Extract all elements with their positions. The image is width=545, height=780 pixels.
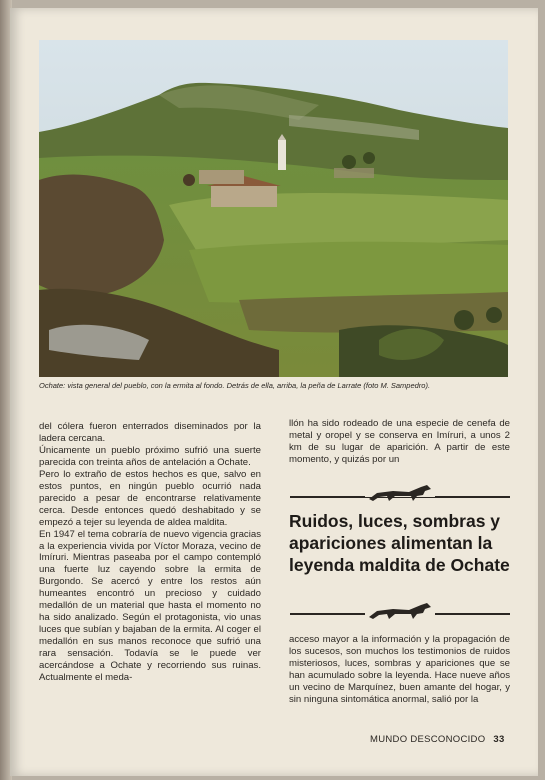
paragraph: acceso mayor a la información y la propagación de los sucesos, son muchos los testimonios de ruidos misteriosos, luces, sombras y apariciones que se han acumulado sobre la leyenda. Hace nueve años un vecino de Marquínez, buen amante del hogar, y sin ninguna sintomática anormal, salió por la [289, 634, 510, 705]
horse-ornament-icon [365, 601, 435, 623]
page-number: 33 [493, 734, 505, 745]
column-right-top [289, 418, 510, 466]
paragraph: Únicamente un pueblo próximo sufrió una suerte parecida con treinta años de antelación a Ochate. [39, 444, 261, 468]
paragraph: Pero lo extraño de estos hechos es que, salvo en estos puntos, en ningún pueblo ocurrió nada parecido a pesar de encontrarse relativamente cerca. Desde entonces quedó deshabitado y se empezó a tejer su leyenda de aldea maldita. [39, 468, 261, 528]
page-footer [370, 734, 505, 745]
magazine-name: MUNDO DESCONOCIDO [370, 734, 486, 745]
column-left [39, 421, 261, 684]
column-right-bottom [289, 634, 510, 706]
paragraph: llón ha sido rodeado de una especie de cenefa de metal y oropel y se conserva en Imíruri, a unos 2 km de su lugar de aparición. A partir de este momento, y quizás por un [289, 418, 510, 465]
paragraph: del cólera fueron enterrados diseminados por la ladera cercana. [39, 421, 261, 444]
photo-illustration [39, 40, 508, 377]
paragraph: En 1947 el tema cobraría de nuevo vigencia gracias a la experiencia vivida por Víctor Moraza, vecino de Imíruri. Mientras paseaba por el campo contempló una fuerte luz cayendo sobre la ermita de Burgondo. Se acercó y entre los restos aún humeantes encontró un precioso y cuidado medallón de un material que hasta el momento no ha sido analizado. Según el protagonista, vio unas luces que subían y bajaban de la ermita. Al coger el medallón en sus manos reconoce que sufrió una rara sensación. Todavía se le puede ver acercándose a Ochate y recorriendo sus ruinas. Actualmente el meda- [39, 528, 261, 684]
landscape-photo [39, 40, 508, 377]
photo-caption: Ochate: vista general del pueblo, con la ermita al fondo. Detrás de ella, arriba, la peña de Larrate (foto M. Sampedro). [39, 381, 431, 390]
horse-ornament-icon [365, 483, 435, 505]
article-headline: Ruidos, luces, sombras y apariciones alimentan la leyenda maldita de Ochate [289, 511, 510, 575]
